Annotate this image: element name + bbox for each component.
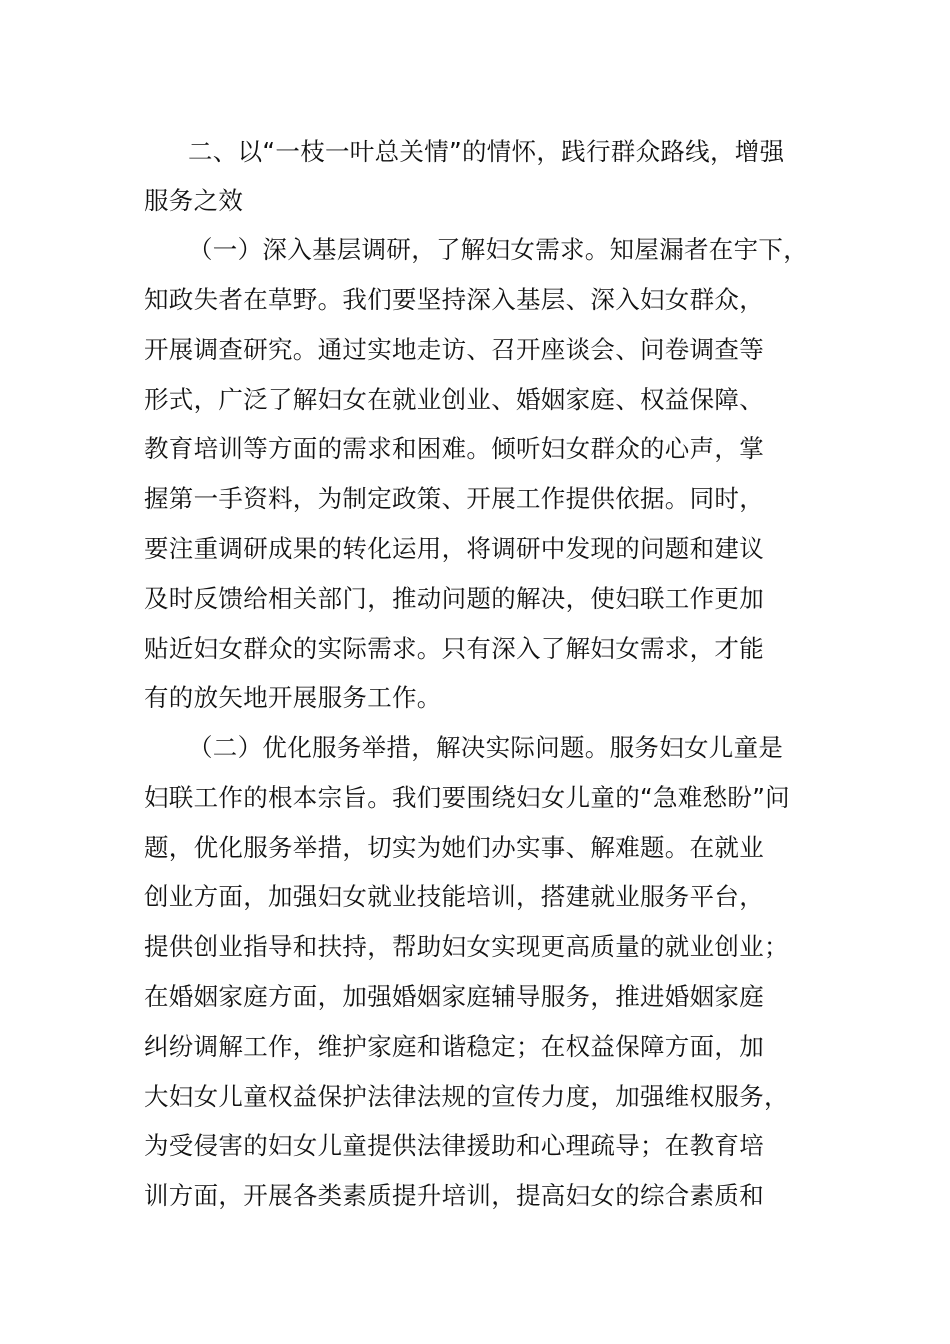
paragraph-1-line: 形式，广泛了解妇女在就业创业、婚姻家庭、权益保障、 — [144, 385, 764, 414]
paragraph-2-line: 妇联工作的根本宗旨。我们要围绕妇女儿童的“急难愁盼”问 — [144, 783, 790, 812]
paragraph-1-line: 开展调查研究。通过实地走访、召开座谈会、问卷调查等 — [144, 335, 764, 364]
paragraph-2-line: （二）优化服务举措，解决实际问题。服务妇女儿童是 — [188, 733, 784, 762]
paragraph-2-line: 纠纷调解工作，维护家庭和谐稳定；在权益保障方面，加 — [144, 1032, 764, 1061]
paragraph-2-line: 提供创业指导和扶持，帮助妇女实现更高质量的就业创业； — [144, 932, 789, 961]
paragraph-2-line: 在婚姻家庭方面，加强婚姻家庭辅导服务，推进婚姻家庭 — [144, 982, 764, 1011]
section-heading-line-2: 服务之效 — [144, 186, 244, 215]
paragraph-1-line: 贴近妇女群众的实际需求。只有深入了解妇女需求，才能 — [144, 634, 764, 663]
paragraph-2-line: 题，优化服务举措，切实为她们办实事、解难题。在就业 — [144, 833, 764, 862]
paragraph-1-line: 知政失者在草野。我们要坚持深入基层、深入妇女群众， — [144, 285, 764, 314]
paragraph-1-line: 握第一手资料，为制定政策、开展工作提供依据。同时， — [144, 484, 764, 513]
paragraph-1-line: 教育培训等方面的需求和困难。倾听妇女群众的心声，掌 — [144, 434, 764, 463]
paragraph-1-line: 及时反馈给相关部门，推动问题的解决，使妇联工作更加 — [144, 584, 764, 613]
paragraph-1-line: 要注重调研成果的转化运用，将调研中发现的问题和建议 — [144, 534, 764, 563]
paragraph-2-line: 大妇女儿童权益保护法律法规的宣传力度，加强维权服务， — [144, 1082, 789, 1111]
section-heading-line-1: 二、以“一枝一叶总关情”的情怀，践行群众路线，增强 — [188, 137, 785, 166]
paragraph-1-line: 有的放矢地开展服务工作。 — [144, 683, 442, 712]
paragraph-2-line: 创业方面，加强妇女就业技能培训，搭建就业服务平台， — [144, 882, 764, 911]
paragraph-1-line: （一）深入基层调研，了解妇女需求。知屋漏者在宇下， — [188, 235, 808, 264]
paragraph-2-line: 为受侵害的妇女儿童提供法律援助和心理疏导；在教育培 — [144, 1131, 764, 1160]
paragraph-2-line: 训方面，开展各类素质提升培训，提高妇女的综合素质和 — [144, 1181, 764, 1210]
